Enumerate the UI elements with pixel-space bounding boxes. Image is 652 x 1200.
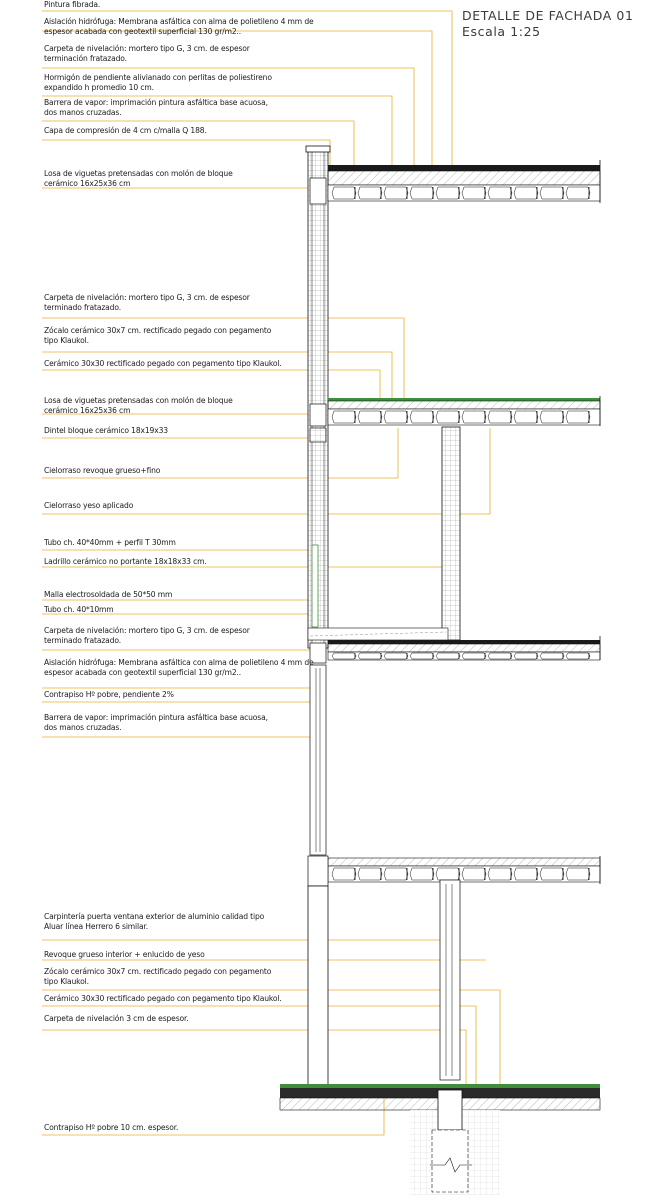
slab-block — [358, 653, 382, 659]
slab-block — [462, 868, 486, 880]
parapet-cap — [306, 146, 330, 152]
slab-block — [540, 411, 564, 423]
slab-block — [436, 653, 460, 659]
slab-block — [514, 653, 538, 659]
ground-door-frame — [440, 880, 460, 1080]
title-line-2: Escala 1:25 — [462, 24, 541, 39]
slab-block — [410, 187, 434, 199]
slab-block — [462, 411, 486, 423]
slab-block — [358, 868, 382, 880]
annotation-label-a15: Tubo ch. 40*40mm + perfil T 30mm — [44, 538, 176, 547]
section-drawing — [280, 146, 600, 1195]
slab-block — [384, 187, 408, 199]
lintel-block-2 — [310, 428, 326, 442]
slab-block — [384, 653, 408, 659]
annotation-labels — [43, 0, 314, 1132]
slab-block — [436, 187, 460, 199]
annotation-label-a10: Cerámico 30x30 rectificado pegado con pegamento tipo Klaukol. — [44, 359, 282, 368]
slab-block — [540, 187, 564, 199]
slab-block — [384, 411, 408, 423]
slab-block — [566, 868, 590, 880]
roof-slab — [328, 160, 600, 203]
annotation-label-a04: Hormigón de pendiente alivianado con perlitas de poliestireno expandido h promedio 10 cm. — [44, 73, 272, 92]
slab-block — [332, 411, 356, 423]
window-frame-upper — [312, 545, 318, 627]
slab-block — [566, 411, 590, 423]
slab-block — [514, 187, 538, 199]
exterior-wall-lower — [308, 886, 328, 1086]
leader-line-a27 — [42, 1030, 466, 1084]
slab-block — [514, 868, 538, 880]
slab-block — [384, 868, 408, 880]
foundation-pier — [432, 1130, 468, 1192]
annotation-label-a22: Barrera de vapor: imprimación pintura asfáltica base acuosa, dos manos cruzadas. — [44, 713, 268, 732]
slab-block — [410, 868, 434, 880]
roof-beam-block — [310, 178, 326, 204]
annotation-label-a26: Cerámico 30x30 rectificado pegado con pegamento tipo Klaukol. — [44, 994, 282, 1003]
title-line-1: DETALLE DE FACHADA 01 — [462, 8, 634, 23]
annotation-label-a28: Contrapiso Hº pobre 10 cm. espesor. — [44, 1123, 179, 1132]
slab-block — [410, 653, 434, 659]
lower-window-frame — [310, 665, 326, 855]
slab-block — [358, 187, 382, 199]
annotation-label-a06: Capa de compresión de 4 cm c/malla Q 188. — [44, 126, 207, 135]
annotation-label-a16: Ladrillo cerámico no portante 18x18x33 cm. — [44, 557, 207, 566]
annotation-label-a20: Aislación hidrófuga: Membrana asfáltica con alma de polietileno 4 mm de espesor acabada con geotextil superficial 130 gr/m2.. — [44, 658, 314, 677]
leader-line-a10 — [42, 370, 380, 398]
slab-block — [462, 653, 486, 659]
annotation-label-a23: Carpintería puerta ventana exterior de aluminio calidad tipo Aluar línea Herrero 6 similar. — [44, 912, 265, 931]
floor-slab-3 — [328, 856, 600, 884]
annotation-label-a03: Carpeta de nivelación: mortero tipo G, 3 cm. de espesor terminación fratazado. — [44, 44, 250, 63]
annotation-label-a13: Cielorraso revoque grueso+fino — [44, 466, 161, 475]
slab-block — [488, 411, 512, 423]
lintel-block-1 — [310, 404, 326, 426]
leader-line-a25 — [42, 990, 500, 1084]
annotation-label-a12: Dintel bloque cerámico 18x19x33 — [44, 426, 168, 435]
slab-block — [488, 868, 512, 880]
annotation-label-a11: Losa de viguetas pretensadas con molón de bloque cerámico 16x25x36 cm — [44, 396, 233, 415]
annotation-label-a27: Carpeta de nivelación 3 cm de espesor. — [44, 1014, 189, 1023]
slab-block — [488, 653, 512, 659]
annotation-label-a05: Barrera de vapor: imprimación pintura asfáltica base acuosa, dos manos cruzadas. — [44, 98, 268, 117]
annotation-label-a02: Aislación hidrófuga: Membrana asfáltica con alma de polietileno 4 mm de espesor acabada con geotextil superficial 130 gr/m2.. — [44, 17, 314, 36]
slab3-edge-block — [308, 856, 328, 886]
drawing-title — [462, 8, 634, 39]
annotation-label-a19: Carpeta de nivelación: mortero tipo G, 3 cm. de espesor terminado fratazado. — [44, 626, 250, 645]
annotation-label-a08: Carpeta de nivelación: mortero tipo G, 3 cm. de espesor terminado fratazado. — [44, 293, 250, 312]
slab-block — [540, 653, 564, 659]
slab-block — [332, 653, 356, 659]
annotation-label-a21: Contrapiso Hº pobre, pendiente 2% — [44, 690, 174, 699]
slab-block — [332, 187, 356, 199]
slab-block — [488, 187, 512, 199]
slab-block — [436, 868, 460, 880]
annotation-label-a17: Malla electrosoldada de 50*50 mm — [44, 590, 173, 599]
annotation-label-a09: Zócalo cerámico 30x7 cm. rectificado pegado con pegamento tipo Klaukol. — [44, 326, 272, 345]
leader-line-a06 — [42, 140, 330, 168]
annotation-label-a25: Zócalo cerámico 30x7 cm. rectificado pegado con pegamento tipo Klaukol. — [44, 967, 272, 986]
slab-block — [410, 411, 434, 423]
annotation-label-a18: Tubo ch. 40*10mm — [44, 605, 114, 614]
interior-partition-wall — [442, 427, 460, 640]
slab-block — [332, 868, 356, 880]
slab-block — [514, 411, 538, 423]
slab-block — [358, 411, 382, 423]
annotation-label-a24: Revoque grueso interior + enlucido de yeso — [44, 950, 205, 959]
annotation-label-a07: Losa de viguetas pretensadas con molón de bloque cerámico 16x25x36 cm — [44, 169, 233, 188]
foundation-column — [438, 1090, 462, 1130]
annotation-label-a01: Pintura fibrada. — [44, 0, 101, 9]
slab-block — [436, 411, 460, 423]
slab-block — [540, 868, 564, 880]
annotation-label-a14: Cielorraso yeso aplicado — [44, 501, 134, 510]
slab-block — [462, 187, 486, 199]
slab-block — [566, 187, 590, 199]
floor-slab-1 — [328, 396, 600, 426]
slab-block — [566, 653, 590, 659]
